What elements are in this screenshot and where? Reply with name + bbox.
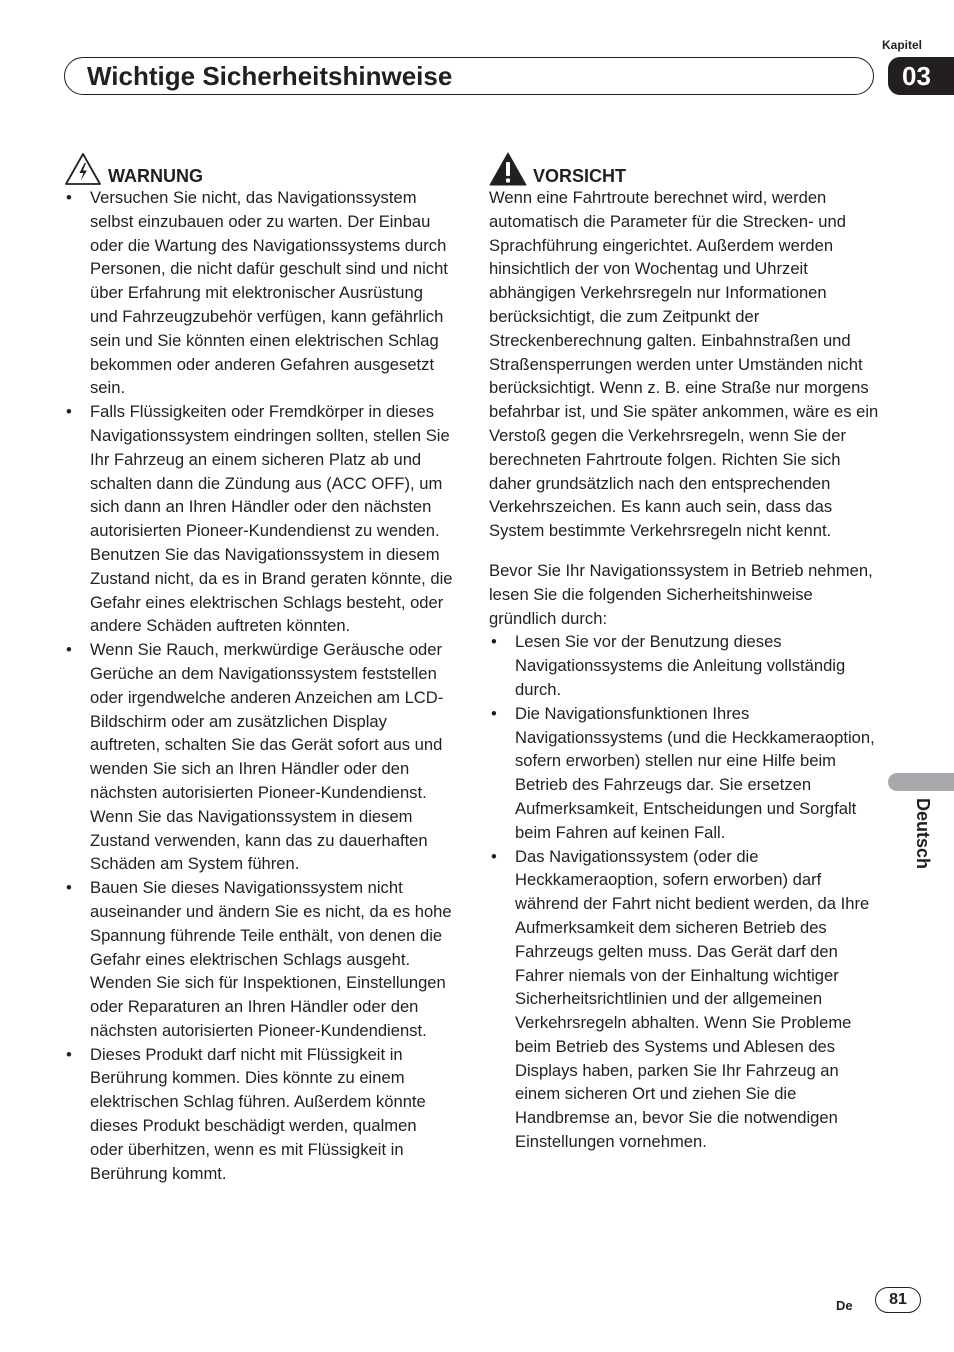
footer-language-code: De [836,1298,853,1313]
lightning-warning-icon [64,152,102,186]
page-number: 81 [875,1287,921,1313]
warning-heading-text: WARNUNG [108,166,203,186]
chapter-label: Kapitel [882,38,923,52]
list-item: • Wenn Sie Rauch, merkwürdige Geräusche oder Gerüche an dem Navigationssystem feststellen oder irgendwelche anderen Anzeichen am LCD-Bildschirm oder am zusätzlichen Display auftreten, schalten Sie das Gerät sofort aus und wenden Sie sich an Ihren Händler oder den nächsten autorisierten Pioneer-Kundendienst. Wenn Sie das Navigationssystem in diesem Zustand verwenden, kann das zu dauerhaften Schäden am System führen. [64,638,454,876]
warning-list [64,186,454,1185]
list-item: • Das Navigationssystem (oder die Heckkameraoption, sofern erworben) darf während der Fahrt nicht bedient werden, da Ihre Aufmerksamkeit dem sicheren Betrieb des Fahrzeugs gelten muss. Das Gerät darf den Fahrer niemals von der Einhaltung wichtiger Sicherheitsrichtlinien und der allgemeinen Verkehrsregeln abhalten. Wenn Sie Probleme beim Betrieb des Systems und Ablesen des Displays haben, parken Sie Ihr Fahrzeug an einem sicheren Ort und ziehen Sie die Handbremse an, bevor Sie die notwendigen Einstellungen vornehmen. [489,845,879,1154]
caution-section [489,150,879,1154]
chapter-number: 03 [902,61,931,91]
language-tab-label: Deutsch [913,798,933,870]
caution-intro-paragraph: Bevor Sie Ihr Navigationssystem in Betrieb nehmen, lesen Sie die folgenden Sicherheitshinweise gründlich durch: [489,560,873,628]
list-item: • Lesen Sie vor der Benutzung dieses Navigationssystems die Anleitung vollständig durch. [489,630,879,701]
warning-section [64,150,454,1185]
list-item: • Falls Flüssigkeiten oder Fremdkörper in dieses Navigationssystem eindringen sollten, stellen Sie Ihr Fahrzeug an einem sicheren Platz ab und schalten dann die Zündung aus (ACC OFF), um sich dann an Ihren Händler oder den nächsten autorisierten Pioneer-Kundendienst zu wenden. Benutzen Sie das Navigationssystem in diesem Zustand nicht, da es in Brand geraten könnte, die Gefahr eines elektrischen Schlags besteht, oder andere Schäden auftreten könnten. [64,400,454,638]
warning-heading [64,150,454,186]
language-tab [888,773,954,791]
caution-heading-text: VORSICHT [533,166,627,186]
caution-list [489,630,879,1154]
chapter-number-badge [888,57,954,95]
caution-paragraph: Wenn eine Fahrtroute berechnet wird, werden automatisch die Parameter für die Strecken- und Sprachführung eingerichtet. Außerdem werden hinsichtlich der von Wochentag und Uhrzeit abhängigen Verkehrsregeln nur Informationen berücksichtigt, die zum Zeitpunkt der Streckenberechnung galten. Einbahnstraßen und Straßensperrungen werden unter Umständen nicht berücksichtigt. Wenn z. B. eine Straße nur morgens befahrbar ist, und Sie später ankommen, wäre es ein Verstoß gegen die Verkehrsregeln, wenn Sie der berechneten Fahrtroute folgen. Richten Sie sich daher grundsätzlich nach den entsprechenden Verkehrszeichen. Es kann auch sein, dass das System bestimmte Verkehrsregeln nicht kennt. [489,188,879,541]
caution-heading [489,150,879,186]
list-item: • Bauen Sie dieses Navigationssystem nicht auseinander und ändern Sie es nicht, da es hohe Spannung führende Teile enthält, von denen die Gefahr eines elektrischen Schlags ausgeht. Wenden Sie sich für Inspektionen, Einstellungen oder Reparaturen an Ihren Händler oder den nächsten autorisierten Pioneer-Kundendienst. [64,876,454,1043]
list-item: • Versuchen Sie nicht, das Navigationssystem selbst einzubauen oder zu warten. Der Einbau oder die Wartung des Navigationssystems durch Personen, die nicht dafür geschult sind und nicht über Erfahrung mit elektronischer Ausrüstung und Fahrzeugzubehör verfügen, kann gefährlich sein und Sie könnten einen elektrischen Schlag bekommen oder anderen Gefahren ausgesetzt sein. [64,186,454,400]
page-title-bar [64,57,874,95]
list-item: • Dieses Produkt darf nicht mit Flüssigkeit in Berührung kommen. Dies könnte zu einem elektrischen Schlag führen. Außerdem könnte dieses Produkt beschädigt werden, qualmen oder überhitzen, wenn es mit Flüssigkeit in Berührung kommt. [64,1043,454,1186]
page-title: Wichtige Sicherheitshinweise [87,61,453,91]
exclamation-warning-icon [489,152,527,186]
list-item: • Die Navigationsfunktionen Ihres Navigationssystems (und die Heckkameraoption, sofern erworben) stellen nur eine Hilfe beim Betrieb des Fahrzeugs dar. Sie ersetzen Aufmerksamkeit, Entscheidungen und Sorgfalt beim Fahren auf keinen Fall. [489,702,879,845]
